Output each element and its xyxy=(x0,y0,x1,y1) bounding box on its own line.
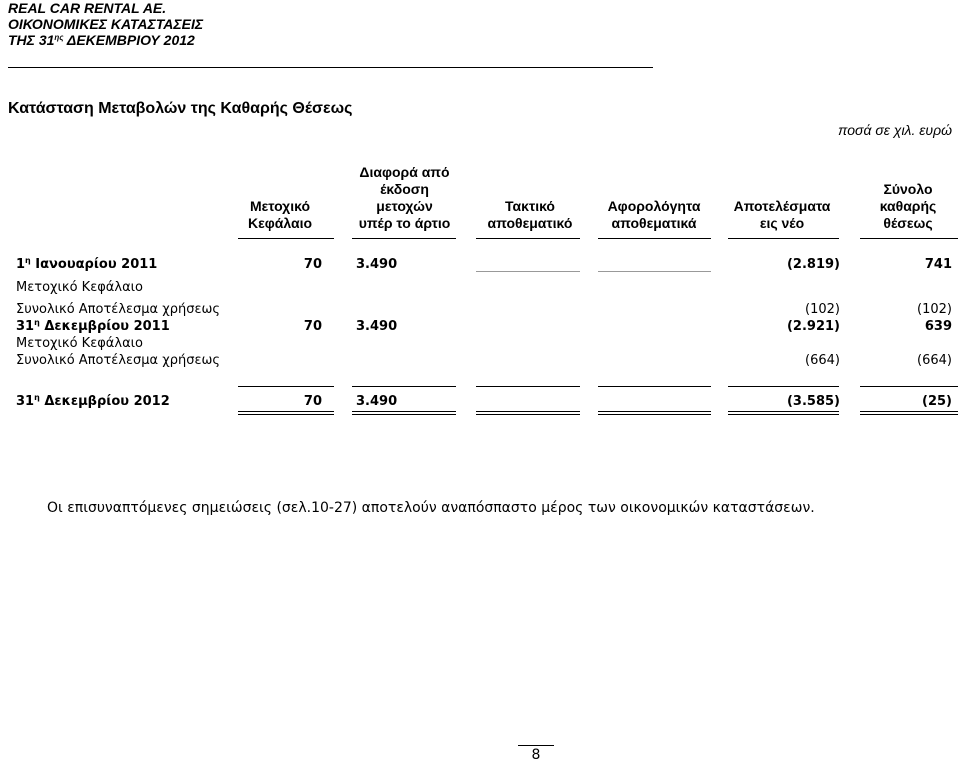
col-rule xyxy=(728,238,839,239)
col-rule xyxy=(476,238,580,239)
cell-value: 639 xyxy=(924,319,952,334)
cell-rule xyxy=(598,271,711,272)
total-rule xyxy=(238,386,334,387)
double-rule xyxy=(352,411,456,412)
cell-value: 3.490 xyxy=(356,257,398,272)
total-rule xyxy=(476,386,580,387)
double-rule xyxy=(476,414,580,415)
col-rule xyxy=(860,238,958,239)
cell-value: (25) xyxy=(922,394,952,409)
row-label-share-capital: Μετοχικό Κεφάλαιο xyxy=(16,336,143,351)
row-label-share-capital: Μετοχικό Κεφάλαιο xyxy=(16,280,143,295)
header-rule xyxy=(8,67,653,68)
company-name: REAL CAR RENTAL AE. xyxy=(8,0,167,16)
cell-value: (102) xyxy=(917,302,952,317)
cell-value: 70 xyxy=(303,257,322,272)
total-rule xyxy=(728,386,839,387)
cell-value: (2.921) xyxy=(786,319,840,334)
cell-value: 3.490 xyxy=(356,394,398,409)
cell-value: 70 xyxy=(303,394,322,409)
double-rule xyxy=(238,411,334,412)
col-rule xyxy=(352,238,456,239)
double-rule xyxy=(728,414,839,415)
cell-value: (664) xyxy=(917,353,952,368)
footnote: Οι επισυναπτόμενες σημειώσεις (σελ.10-27) αποτελούν αναπόσπαστο μέρος των οικονομικών καταστάσεων. xyxy=(47,500,815,516)
col-header-tax-free-reserves: Αφορολόγητα αποθεματικά xyxy=(607,198,701,231)
col-rule xyxy=(238,238,334,239)
document-type: ΟΙΚΟΝΟΜΙΚΕΣ ΚΑΤΑΣΤΑΣΕΙΣ xyxy=(8,16,204,32)
row-label-total-income: Συνολικό Αποτέλεσμα χρήσεως xyxy=(16,302,221,317)
col-rule xyxy=(598,238,711,239)
total-rule xyxy=(352,386,456,387)
cell-value: 3.490 xyxy=(356,319,398,334)
cell-value: (102) xyxy=(805,302,840,317)
cell-value: (2.819) xyxy=(786,257,840,272)
cell-value: 741 xyxy=(924,257,952,272)
col-header-total-equity: Σύνολο καθαρής θέσεως xyxy=(879,181,937,231)
row-label-jan-2011: $1^\eta$ Ιανουαρίου 2011 xyxy=(16,256,158,272)
statement-title: Κατάσταση Μεταβολών της Καθαρής Θέσεως xyxy=(8,100,353,117)
row-label-total-income: Συνολικό Αποτέλεσμα χρήσεως xyxy=(16,353,221,368)
total-rule xyxy=(860,386,958,387)
page-number-rule xyxy=(518,745,554,746)
double-rule xyxy=(476,411,580,412)
double-rule xyxy=(728,411,839,412)
cell-value: (664) xyxy=(805,353,840,368)
cell-value: 70 xyxy=(303,319,322,334)
double-rule xyxy=(860,411,958,412)
double-rule xyxy=(598,411,711,412)
cell-value: (3.585) xyxy=(786,394,840,409)
row-label-dec-2012: $31^\eta$ Δεκεμβρίου 2012 xyxy=(16,393,170,409)
reporting-period: ΤΗΣ $31^{\eta\varsigma}$ ΔΕΚΕΜΒΡΙΟΥ 2012 xyxy=(8,32,195,48)
double-rule xyxy=(352,414,456,415)
double-rule xyxy=(238,414,334,415)
unit-note: ποσά σε χιλ. ευρώ xyxy=(838,122,952,138)
row-label-dec-2011: $31^\eta$ Δεκεμβρίου 2011 xyxy=(16,318,170,334)
page-number: 8 xyxy=(531,747,541,763)
double-rule xyxy=(860,414,958,415)
cell-rule xyxy=(476,271,580,272)
double-rule xyxy=(598,414,711,415)
col-header-legal-reserve: Τακτικό αποθεματικό xyxy=(487,198,573,231)
total-rule xyxy=(598,386,711,387)
col-header-retained-earnings: Αποτελέσματα εις νέο xyxy=(733,198,831,231)
col-header-share-premium: Διαφορά από έκδοση μετοχών υπέρ το άρτιο xyxy=(358,164,451,231)
col-header-share-capital: Μετοχικό Κεφάλαιο xyxy=(247,198,313,231)
